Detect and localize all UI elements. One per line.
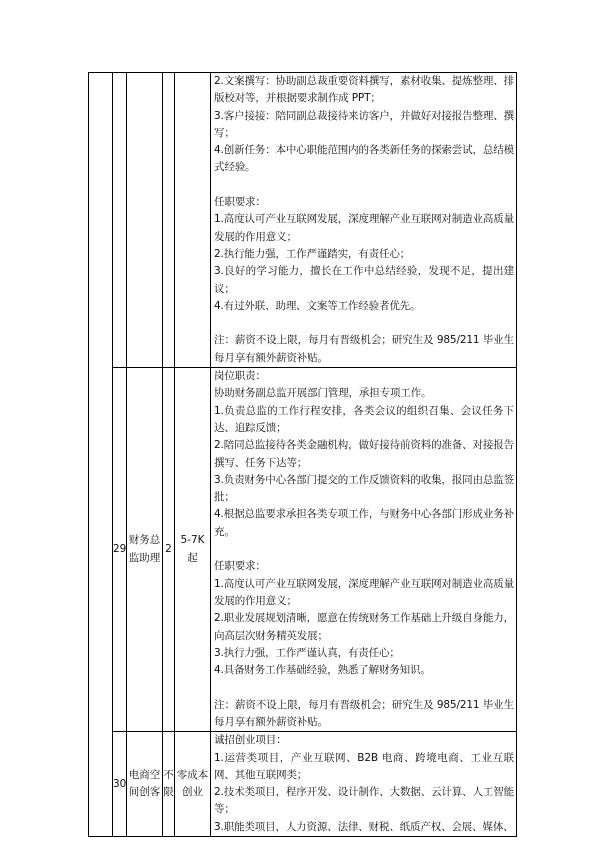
description-line: 3.职能类项目，人力资源、法律、财税、纸质产权、会展、媒体、 (214, 820, 514, 833)
position-name: 电商空间创客 (127, 732, 163, 837)
description-line: 1.负责总监的工作行程安排，各类会议的组织召集、会议任务下达、追踪反馈； (214, 404, 514, 434)
position-name: 财务总监助理 (127, 368, 163, 732)
row-number: 30 (113, 732, 127, 837)
description-line: 1.高度认可产业互联网发展，深度理解产业互联网对制造业高质量发展的作用意义； (214, 577, 514, 607)
table-row (89, 368, 517, 732)
salary: 5-7K 起 (175, 368, 211, 732)
description-line: 4.具备财务工作基础经验，熟悉了解财务知识。 (214, 664, 431, 677)
description-line: 注：薪资不设上限，每月有晋级机会；研究生及 985/211 毕业生每月享有额外薪资补贴。 (214, 698, 514, 728)
description-line: 注：薪资不设上限，每月有晋级机会；研究生及 985/211 毕业生每月享有额外薪资补贴。 (214, 334, 514, 364)
description-line: 3.客户接接：陪同副总裁接待来访客户，并做好对接报告整理、撰写； (214, 109, 514, 139)
table-row (89, 73, 517, 368)
position-name (127, 73, 163, 368)
description-line: 任职要求： (214, 196, 266, 209)
headcount: 2 (163, 368, 175, 732)
description-line: 3.执行力强，工作严谨认真，有责任心； (214, 646, 400, 659)
blank-line (214, 679, 514, 696)
job-table-body (89, 73, 517, 837)
job-description (211, 732, 517, 837)
description-line: 2.执行能力强，工作严谨踏实，有责任心； (214, 247, 411, 260)
job-description (211, 73, 517, 368)
table-row (89, 732, 517, 837)
blank-cell (89, 73, 113, 837)
job-description (211, 368, 517, 732)
headcount: 不限 (163, 732, 175, 837)
description-line: 1.运营类项目，产业互联网、B2B 电商、跨境电商、工业互联网、其他互联网类； (214, 751, 514, 781)
description-line: 诚招创业项目： (214, 734, 287, 747)
salary: 零成本创业 (175, 732, 211, 837)
row-number (113, 73, 127, 368)
headcount (163, 73, 175, 368)
description-line: 4.有过外联、助理、文案等工作经验者优先。 (214, 299, 421, 312)
description-line: 3.良好的学习能力，擅长在工作中总结经验，发现不足，提出建议； (214, 265, 514, 295)
description-line: 1.高度认可产业互联网发展，深度理解产业互联网对制造业高质量发展的作用意义； (214, 213, 514, 243)
salary (175, 73, 211, 368)
description-line: 2.陪同总监接待各类金融机构，做好接待前资料的准备、对接报告撰写、任务下达等； (214, 439, 514, 469)
blank-line (214, 315, 514, 332)
description-line: 岗位职责： (214, 370, 266, 383)
description-line: 协助财务副总监开展部门管理，承担专项工作。 (214, 387, 432, 400)
description-line: 2.职业发展规划清晰，愿意在传统财务工作基础上升级自身能力，向高层次财务精英发展； (214, 612, 514, 642)
description-line: 4.根据总监要求承担各类专项工作，与财务中心各部门形成业务补充。 (214, 508, 514, 538)
description-line: 2.文案撰写：协助副总裁重要资料撰写，素材收集、提炼整理、排版校对等，并根据要求制作成 PPT； (214, 75, 514, 105)
job-table (88, 72, 517, 837)
blank-line (214, 541, 514, 558)
description-line: 任职要求： (214, 560, 266, 573)
description-line: 2.技术类项目，程序开发、设计制作、大数据、云计算、人工智能等； (214, 786, 514, 816)
blank-line (214, 177, 514, 194)
description-line: 3.负责财务中心各部门提交的工作反馈资料的收集，报同由总监签批； (214, 473, 514, 504)
row-number: 29 (113, 368, 127, 732)
description-line: 4.创新任务：本中心职能范围内的各类新任务的探索尝试，总结模式经验。 (214, 144, 514, 174)
